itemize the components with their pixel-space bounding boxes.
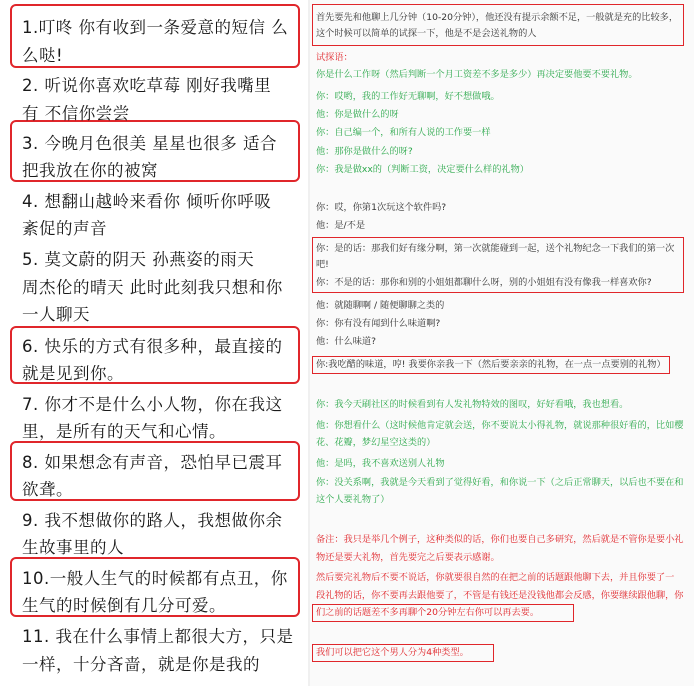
script-line: 我们可以把它这个男人分为4种类型。 — [316, 647, 469, 658]
list-item-line: 有 不信你尝尝 — [22, 104, 130, 123]
script-line: 花、花瓣，梦幻星空这类的） — [316, 437, 436, 448]
script-line: 你：不是的话：那你和别的小姐姐都聊什么呀，别的小姐姐有没有像我一样喜欢你? — [316, 277, 652, 288]
script-line: 你：哎，你第1次玩这个软件吗? — [316, 202, 447, 213]
list-item-line: 8. 如果想念有声音，恐怕早已震耳 — [22, 453, 283, 472]
tips-list-panel — [0, 0, 306, 686]
script-line: 你是什么工作呀（然后判断一个月工资差不多是多少）再决定要他要不要礼物。 — [316, 69, 638, 80]
script-line: 你：是的话：那我们好有缘分啊，第一次就能碰到一起，送个礼物纪念一下我们的第一次 — [316, 243, 675, 254]
script-line: 他：那你是做什么的呀? — [316, 146, 413, 157]
script-line: 备注：我只是举几个例子，这种类似的话，你们也要自己多研究，然后就是不管你是要小礼 — [316, 534, 684, 545]
list-item-line: 欲聋。 — [22, 480, 73, 499]
script-line: 物还是要大礼物，首先要完之后要表示感谢。 — [316, 552, 500, 563]
chat-script-panel — [308, 0, 694, 686]
list-item-line: 周杰伦的晴天 此时此刻我只想和你 — [22, 278, 283, 297]
list-item-line: 生气的时候倒有几分可爱。 — [22, 596, 226, 615]
list-item-line: 4. 想翻山越岭来看你 倾听你呼吸 — [22, 192, 272, 211]
script-line: 他：你是做什么的呀 — [316, 109, 399, 120]
script-line: 然后要完礼物后不要不说话，你就要很自然的在把之前的话题跟他聊下去，并且你要了一 — [316, 572, 675, 583]
script-line: 你：我今天刷社区的时候看到有人发礼物特效的图叹，好好看哦，我也想看。 — [316, 399, 629, 410]
list-item-line: 11. 我在什么事情上都很大方，只是 — [22, 627, 294, 646]
script-line: 他：你想看什么（这时候他肯定就会送，你不要说太小得礼物，就说那种很好看的，比如樱 — [316, 420, 684, 431]
list-item-line: 2. 听说你喜欢吃草莓 刚好我嘴里 — [22, 76, 272, 95]
list-item-line: 一人聊天 — [22, 305, 90, 324]
list-item-line: 把我放在你的被窝 — [22, 161, 158, 180]
script-line: 你：哎哟，我的工作好无聊啊，好不想做哦。 — [316, 91, 500, 102]
script-line: 你：自己编一个，和所有人说的工作要一样 — [316, 127, 491, 138]
script-line: 你:我吃醋的味道，哼! 我要你亲我一下（然后要亲亲的礼物，在一点一点要别的礼物） — [316, 359, 666, 370]
list-item-line: 10.一般人生气的时候都有点丑，你 — [22, 569, 288, 588]
script-line: 首先要先和他聊上几分钟（10-20分钟），他还没有提示余额不足，一般就是充的比较多， — [316, 12, 679, 23]
list-item-line: 1.叮咚 你有收到一条爱意的短信 么 — [22, 18, 289, 37]
script-line: 试探语： — [316, 52, 353, 63]
list-item-line: 7. 你才不是什么小人物，你在我这 — [22, 395, 283, 414]
script-line: 这个时候可以简单的试探一下，他是不是会送礼物的人 — [316, 28, 537, 39]
script-line: 他：是/不是 — [316, 220, 366, 231]
script-line: 吧! — [316, 259, 329, 270]
script-line: 他：是吗，我不喜欢送别人礼物 — [316, 458, 445, 469]
script-line: 这个人要礼物了） — [316, 494, 390, 505]
list-item-line: 3. 今晚月色很美 星星也很多 适合 — [22, 134, 277, 153]
script-line: 你：我是做xx的（判断工资，决定要什么样的礼物） — [316, 164, 529, 175]
list-item-line: 么哒! — [22, 46, 64, 65]
script-line: 你：你有没有闻到什么味道啊? — [316, 318, 441, 329]
list-item-line: 生故事里的人 — [22, 538, 124, 557]
script-line: 们之前的话题差不多再聊个20分钟左右你可以再去要。 — [316, 607, 540, 618]
list-item-line: 就是见到你。 — [22, 364, 124, 383]
panel-divider — [308, 0, 310, 686]
list-item-line: 里，是所有的天气和心情。 — [22, 422, 226, 441]
script-line: 他：就随聊啊 / 随便聊聊之类的 — [316, 300, 445, 311]
script-line: 他：什么味道? — [316, 336, 377, 347]
list-item-line: 5. 莫文蔚的阴天 孙燕姿的雨天 — [22, 250, 255, 269]
list-item-line: 6. 快乐的方式有很多种，最直接的 — [22, 337, 283, 356]
script-line: 段礼物的话，你不要再去跟他要了，不管是有钱还是没钱他都会反感，你要继续跟他聊，你 — [316, 590, 684, 601]
script-line: 你：没关系啊，我就是今天看到了觉得好看，和你说一下（之后正常聊天，以后也不要在和 — [316, 477, 684, 488]
list-item-line: 紊促的声音 — [22, 219, 107, 238]
list-item-line: 9. 我不想做你的路人，我想做你余 — [22, 511, 283, 530]
list-item-line: 一样，十分吝啬，就是你是我的 — [22, 655, 260, 674]
